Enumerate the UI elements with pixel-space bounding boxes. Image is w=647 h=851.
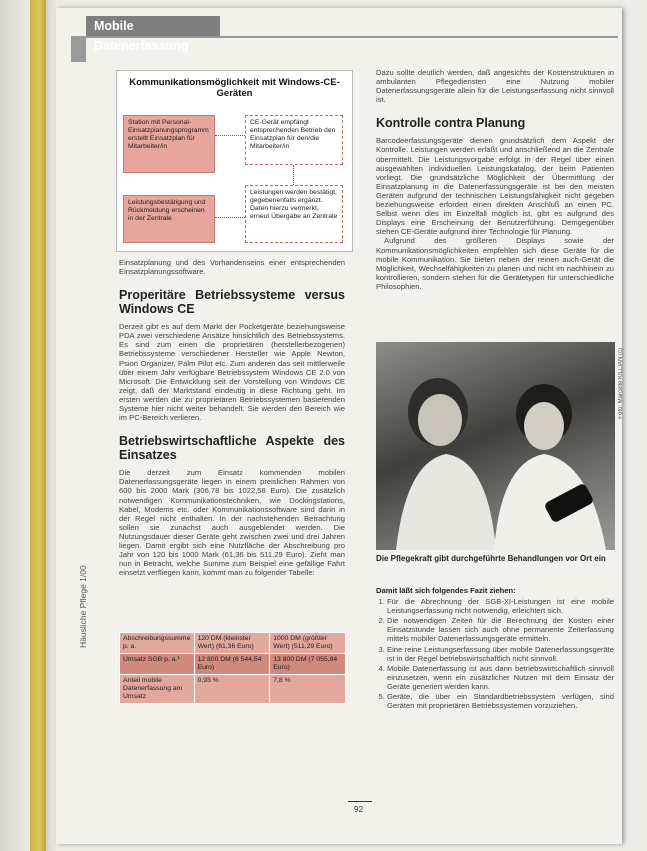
journal-side-label: Häusliche Pflege 1/00 (78, 565, 88, 648)
section-header: Mobile Datenerfassung (86, 16, 220, 36)
nurse-photo (376, 342, 615, 550)
list-item: 5. Geräte, die über ein Standardbetriebssystem verfügen, sind Geräten mit proprietären Betriebssystemen vorzuziehen. (387, 692, 614, 710)
left-intro-text: Einsatzplanung und des Vorhandenseins einer entsprechenden Einsatzplanungssoftware. (119, 258, 345, 277)
fazit-list (376, 597, 614, 710)
page-edges (46, 0, 56, 851)
page-number: 92 (354, 805, 363, 814)
arrow-ce-to-zentrale (215, 217, 245, 218)
table-row (120, 633, 346, 654)
photo-caption: Die Pflegekraft gibt durchgeführte Behandlungen vor Ort ein (376, 554, 606, 563)
fazit-heading: Damit läßt sich folgendes Fazit ziehen: (376, 586, 516, 595)
communication-diagram (116, 70, 353, 252)
table-cell: 12 800 DM (6 544,54 Euro) (194, 654, 270, 675)
fazit-section (376, 586, 614, 711)
magazine-page (56, 8, 622, 844)
arrow-receive-to-confirm (293, 165, 294, 185)
table-cell: 7,8 % (270, 675, 346, 704)
table-cell: 120 DM (kleinster Wert) (61,36 Euro) (194, 633, 270, 654)
right-column (376, 68, 614, 291)
arrow-station-to-ce (215, 135, 245, 136)
list-item: 3. Eine reine Leistungserfassung über mobile Datenerfassungsgeräte ist in der Regel betriebswirtschaftlich nicht sinnvoll. (387, 645, 614, 663)
paragraph-kontrolle: Barcodeerfassungsgeräte dienen grundsätzlich dem Aspekt der Kontrolle. Leistungen werden erfaßt und anschließend an die Zentrale übermittelt. Die Leistungsvorgabe erfolgt in der Regel über einen ausgewählten individuellen Leistungskatalog, der beim Patienten vorliegt. Die grundsätzliche Möglichkeit der Übermittlung der Einsatzplanung in die Datenerfassungsgeräte ist bei den meisten Geräten aufgrund der technischen Leistungsfähigkeit nicht gegeben beziehungsweise erfordert einen direkten Anschluß an einen PC. Selbst wenn dies im Einzelfall möglich ist, gibt es aufgrund des Displays eine Erscheinung der Benutzerführung. Demgegenüber stehen CE-Geräte aufgrund ihrer Technologie für Planung. (376, 136, 614, 237)
table-cell: Abschreibungssumme p. a. (120, 633, 195, 654)
binder-spine (30, 0, 46, 851)
diagram-box-station: Station mit Personal-Einsatzplanungsprogramm erstellt Einsatzplan für Mitarbeiter/in (123, 115, 215, 173)
right-intro-text: Dazu sollte deutlich werden, daß angesichts der Kostenstrukturen in ambulanten Pflegediensten eine Nutzung mobiler Datenerfassungsgeräte allein für die Leistungserfassung nicht sinnvoll ist. (376, 68, 614, 105)
list-item: 1. Für die Abrechnung der SGB-XI-Leistungen ist eine mobile Leistungserfassung nicht notwendig, erleichtert sich. (387, 597, 614, 615)
table-cell: Umsatz SGB p. a.¹ (120, 654, 195, 675)
heading-betriebswirtschaft: Betriebswirtschaftliche Aspekte des Einsatzes (119, 434, 345, 463)
table-cell: 1000 DM (größter Wert) (511,29 Euro) (270, 633, 346, 654)
diagram-title: Kommunikationsmöglichkeit mit Windows-CE-Geräten (129, 77, 340, 99)
left-column (119, 258, 345, 577)
diagram-box-confirmation: Leistungsbestätigung und Rückmeldung erscheinen in der Zentrale (123, 195, 215, 243)
page-number-rule (348, 801, 372, 802)
paragraph-betriebssysteme: Derzeit gibt es auf dem Markt der Pocketgeräte beziehungsweise PDA zwei verschiedene Ansätze hinsichtlich des Betriebssystems. Es sind zum einen die proprietären (herstellerbezogenen) Betriebssysteme verschiedener Hersteller wie Apple Newton, Psion Organizer, Palm Pilot etc. Zum anderen das seit mittlerweile über einem Jahr verfügbare Betriebssystem Windows CE 2.0 von Microsoft. Die Entwicklung seit der Vorstellung von Windows CE zeigt, daß der Marktstand eindeutig in diese Richtung geht. Im ersten werden die zu proprietären Betriebssystemen basierenden Systeme hier nicht weiter behandelt. Sie werden den Bereich wie im PC-Bereich verlieren. (119, 322, 345, 423)
table-cell: 13 800 DM (7 055,84 Euro) (270, 654, 346, 675)
table-cell: 0,93 % (194, 675, 270, 704)
paragraph-display: Aufgrund des größeren Displays sowie der Kommunikationsmöglichkeiten empfehlen sich diese Geräte für die mobile Kommunikation. Sie bieten neben der reinen auch-Gerät die Möglichkeit, Wechselfähigkeiten zu planen und nicht im nachhinein zu kontrollieren, sondern stehen für die Gerätetypen für unterschiedliche Philosophien. (376, 236, 614, 291)
table-row (120, 654, 346, 675)
diagram-box-ce-receive: CE-Gerät empfängt entsprechenden Betrieb den Einsatzplan für den/die Mitarbeiter/in (245, 115, 343, 165)
photo-illustration (376, 342, 615, 550)
list-item: 4. Mobile Datenerfassung ist aus dann betriebswirtschaftlich sinnvoll einzusetzen, wenn ein zusätzlicher Nutzen mit dem Einsatz der Geräte generiert werden kann. (387, 664, 614, 691)
paragraph-betriebswirtschaft: Die derzeit zum Einsatz kommenden mobilen Datenerfassungsgeräte liegen in einem preislichen Rahmen von 600 bis 2000 Mark (306,78 bis 1022,58 Euro). Die zusätzlich notwendigen Kommunikationstechniken, wie Dockingstations, Kabel, Modems etc. oder Kommunikationssoftware sind darin in der Regel nicht enthalten. In der nachstehenden Betrachtung sollen sie zunächst auch ausgeblendet werden. Die Nutzungsdauer dieser Geräte geht zwischen zwei und drei Jahren liegen. Damit ergibt sich eine Nutzfläche der Abschreibung pro Jahr von 120 bis 1000 Mark (61,36 bis 511,29 Euro). Zieht man nun in Betracht, welche Summe zum Beispiel eine gefällige Fahrt einsetzt verfliegen kann, kommt man zu folgender Tabelle: (119, 468, 345, 578)
photo-credit: Foto: Marcelle KILLIAN (c) (618, 348, 624, 419)
diagram-box-ce-confirm: Leistungen werden bestätigt, gegebenenfalls ergänzt. Daten hierzu vermerkt, erneut Übergabe an Zentrale (245, 185, 343, 243)
heading-betriebssysteme: Properitäre Betriebssysteme versus Windows CE (119, 288, 345, 317)
section-tab (71, 36, 86, 62)
cost-table (119, 632, 346, 704)
table-cell: Anteil mobile Datenerfassung am Umsatz (120, 675, 195, 704)
header-rule (86, 36, 618, 38)
table-row (120, 675, 346, 704)
heading-kontrolle: Kontrolle contra Planung (376, 116, 526, 131)
list-item: 2. Die notwendigen Zeiten für die Berechnung der Kosten einer Einsatzstunde lassen sich auch ohne permanente Zeiterfassung mittels mobiler Datenerfassungsgeräte ermitteln. (387, 616, 614, 643)
